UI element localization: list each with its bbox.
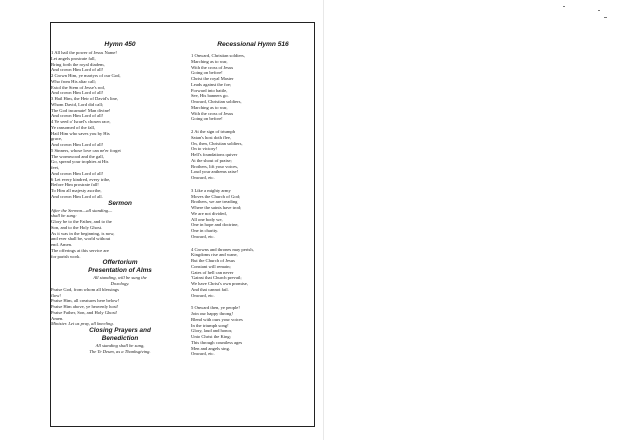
verse-line: Going on before! xyxy=(191,116,223,122)
verse-line: Marching as to war, xyxy=(191,104,228,110)
offering-note: The offerings at this service are xyxy=(51,247,109,253)
presentation-of-alms-heading: Presentation of Alms xyxy=(88,267,152,275)
hymn-line: The wormwood and the gall, xyxy=(51,153,104,159)
verse-line: At the shout of praise; xyxy=(191,157,232,163)
hymn-line: Hail Him who saves you by His xyxy=(51,130,110,136)
verse-line: Brothers, lift your voices, xyxy=(191,163,239,169)
rubric-line: All standing, will be sung the xyxy=(93,275,147,281)
hymn-line: Let angels prostrate fall, xyxy=(51,55,96,61)
verse-line: On to victory! xyxy=(191,146,218,152)
verse-line: Onward, Christian soldiers, xyxy=(191,99,242,104)
verse-line: Kingdoms rise and wane, xyxy=(191,252,238,258)
verse-line: 1 Onward, Christian soldiers, xyxy=(191,53,245,58)
verse-1 xyxy=(191,53,315,122)
verse-line: Men and angels sing. xyxy=(191,345,231,351)
gloria-line: Glory be to the Father, and to the xyxy=(51,219,112,224)
verse-line: 4 Crowns and thrones may perish, xyxy=(191,246,254,252)
verse-line: Brothers, we are treading xyxy=(191,199,238,205)
verse-line: All one body we, xyxy=(191,216,223,222)
hymn-line: Whom David, Lord did call; xyxy=(51,101,104,107)
hymn-line: grace, xyxy=(51,136,63,142)
verse-line: Forward into battle, xyxy=(191,87,228,93)
hymn-line: 1 All hail the power of Jesus Name! xyxy=(51,50,117,55)
hymn-line: To Him all majesty ascribe, xyxy=(51,188,102,193)
verse-line: We have Christ's own promise, xyxy=(191,281,248,286)
hymn-line: 4 Ye seed o' Israel's chosen race, xyxy=(51,119,111,124)
doxology-line: flow! xyxy=(51,292,61,298)
verse-line: Loud your anthems raise! xyxy=(191,169,239,175)
verse-5 xyxy=(191,305,315,357)
hymn-450-title: Hymn 450 xyxy=(104,41,136,48)
right-column xyxy=(191,41,315,357)
verse-line: Satan's host doth flee, xyxy=(191,134,232,140)
verse-line: See, His banners go. xyxy=(191,93,229,99)
verse-line: This through countless ages xyxy=(191,339,243,345)
hymn-line: Before Him prostrate fall! xyxy=(51,182,99,188)
verse-line: Moves the Church of God; xyxy=(191,193,241,199)
hymn-line: feet, xyxy=(51,165,60,170)
verse-line: 'Gainst that Church prevail; xyxy=(191,275,242,281)
verse-4 xyxy=(191,247,315,299)
gloria-line: Son, and to the Holy Ghost. xyxy=(51,224,103,230)
rubric-line: All standing shall be sung, xyxy=(95,343,145,348)
verse-line: Where the saints have trod; xyxy=(191,205,242,210)
doxology-line: Praise Him, all creatures here below! xyxy=(51,298,120,304)
hymn-line: And crown Him Lord of all! xyxy=(51,67,104,73)
minister-line: Minister. Let us pray, all kneeling. xyxy=(51,321,114,327)
hymn-line: Bring forth the royal diadem, xyxy=(51,61,105,67)
verse-line: And that cannot fail. xyxy=(191,286,229,292)
gloria-line: end. Amen. xyxy=(51,242,73,247)
verse-line: Onward, etc. xyxy=(191,292,215,298)
hymn-line: The God incarnate! Man divine! xyxy=(51,107,111,113)
verse-line: 2 At the sign of triumph xyxy=(191,129,236,134)
left-column xyxy=(51,41,189,355)
verse-line: On, then, Christian soldiers, xyxy=(191,140,243,146)
verse-line: Blend with ours your voices xyxy=(191,316,243,322)
verse-line: With the cross of Jesus xyxy=(191,110,234,116)
verse-line: But the Church of Jesus xyxy=(191,258,235,263)
verse-2 xyxy=(191,129,315,181)
hymn-line: And crown Him Lord of all. xyxy=(51,193,103,199)
scan-speck xyxy=(604,17,607,18)
verse-line: Onward, etc. xyxy=(191,351,215,357)
verse-line: Onward, etc. xyxy=(191,175,215,180)
sermon-heading: Sermon xyxy=(108,199,132,207)
verse-line: We are not divided, xyxy=(191,210,227,216)
verse-line: Christ the royal Master xyxy=(191,76,234,81)
verse-line: 5 Onward then, ye people! xyxy=(191,305,240,311)
doxology-line: Praise Him above, ye heavenly host! xyxy=(51,304,119,309)
scan-speck xyxy=(563,6,565,7)
hymn-line: 3 Hail Him, the Heir of David's line, xyxy=(51,96,119,101)
verse-line: 3 Like a mighty army xyxy=(191,187,231,193)
hymn-line: 5 Sinners, whose love can ne'er forget xyxy=(51,147,121,153)
rubric-line: After the Sermon—all standing— xyxy=(51,207,113,213)
verse-line: One in hope and doctrine, xyxy=(191,222,239,228)
hymn-line: Extol the Stem of Jesse's rod, xyxy=(51,84,105,90)
hymn-line: Ye ransomed of the fall, xyxy=(51,124,96,130)
hymn-line: 6 Let every kindred, every tribe, xyxy=(51,176,111,182)
rubric-line: Doxology. xyxy=(110,281,130,286)
hymn-line: And crown Him Lord of all! xyxy=(51,170,104,176)
benediction-heading: Benediction xyxy=(101,335,139,342)
closing-prayers-heading: Closing Prayers and xyxy=(89,327,151,334)
hymn-line: 2 Crown Him, ye martyrs of our God, xyxy=(51,73,121,78)
gloria-line: As it was in the beginning, is now, xyxy=(51,230,115,236)
verse-line: With the cross of Jesus xyxy=(191,64,234,70)
scan-speck xyxy=(598,10,600,11)
verse-line: Leads against the foe; xyxy=(191,81,232,87)
verse-line: One in charity. xyxy=(191,228,219,233)
verse-line: Constant will remain; xyxy=(191,263,231,269)
verse-line: Gates of hell can never xyxy=(191,269,234,275)
verse-line: Marching as to war, xyxy=(191,58,228,64)
doxology-line: Amen. xyxy=(51,315,64,321)
program-page xyxy=(50,22,315,427)
hymn-line: Who from His altar call; xyxy=(51,78,96,84)
verse-line: Hell's foundations quiver xyxy=(191,152,238,157)
verse-line: In the triumph song! xyxy=(191,322,229,328)
offering-note: for parish work. xyxy=(51,253,81,259)
rubric-line: shall be sung: xyxy=(51,213,77,219)
hymn-line: Go, spread your trophies at His xyxy=(51,159,109,165)
verse-line: Going on before! xyxy=(191,70,223,76)
doxology-line: Praise Father, Son, and Holy Ghost! xyxy=(51,309,118,315)
verse-line: Unto Christ the King; xyxy=(191,334,231,339)
rubric-line: The Te Deum, as a Thanksgiving. xyxy=(89,348,151,354)
page-fold-shadow xyxy=(323,0,324,440)
doxology-line: Praise God, from whom all blessings xyxy=(51,286,119,292)
recessional-hymn-title: Recessional Hymn 516 xyxy=(217,41,289,48)
gloria-line: and ever shall be, world without xyxy=(51,236,111,242)
hymn-line: And crown Him Lord of all! xyxy=(51,90,104,96)
verse-line: Glory, laud and honor, xyxy=(191,328,233,334)
offertorium-heading: Offertorium xyxy=(102,259,138,267)
hymn-line: And crown Him Lord of all! xyxy=(51,113,104,119)
hymn-line: And crown Him Lord of all! xyxy=(51,142,104,147)
verse-line: Onward, etc. xyxy=(191,233,215,239)
verse-3 xyxy=(191,188,315,240)
verse-line: Join our happy throng! xyxy=(191,311,233,316)
